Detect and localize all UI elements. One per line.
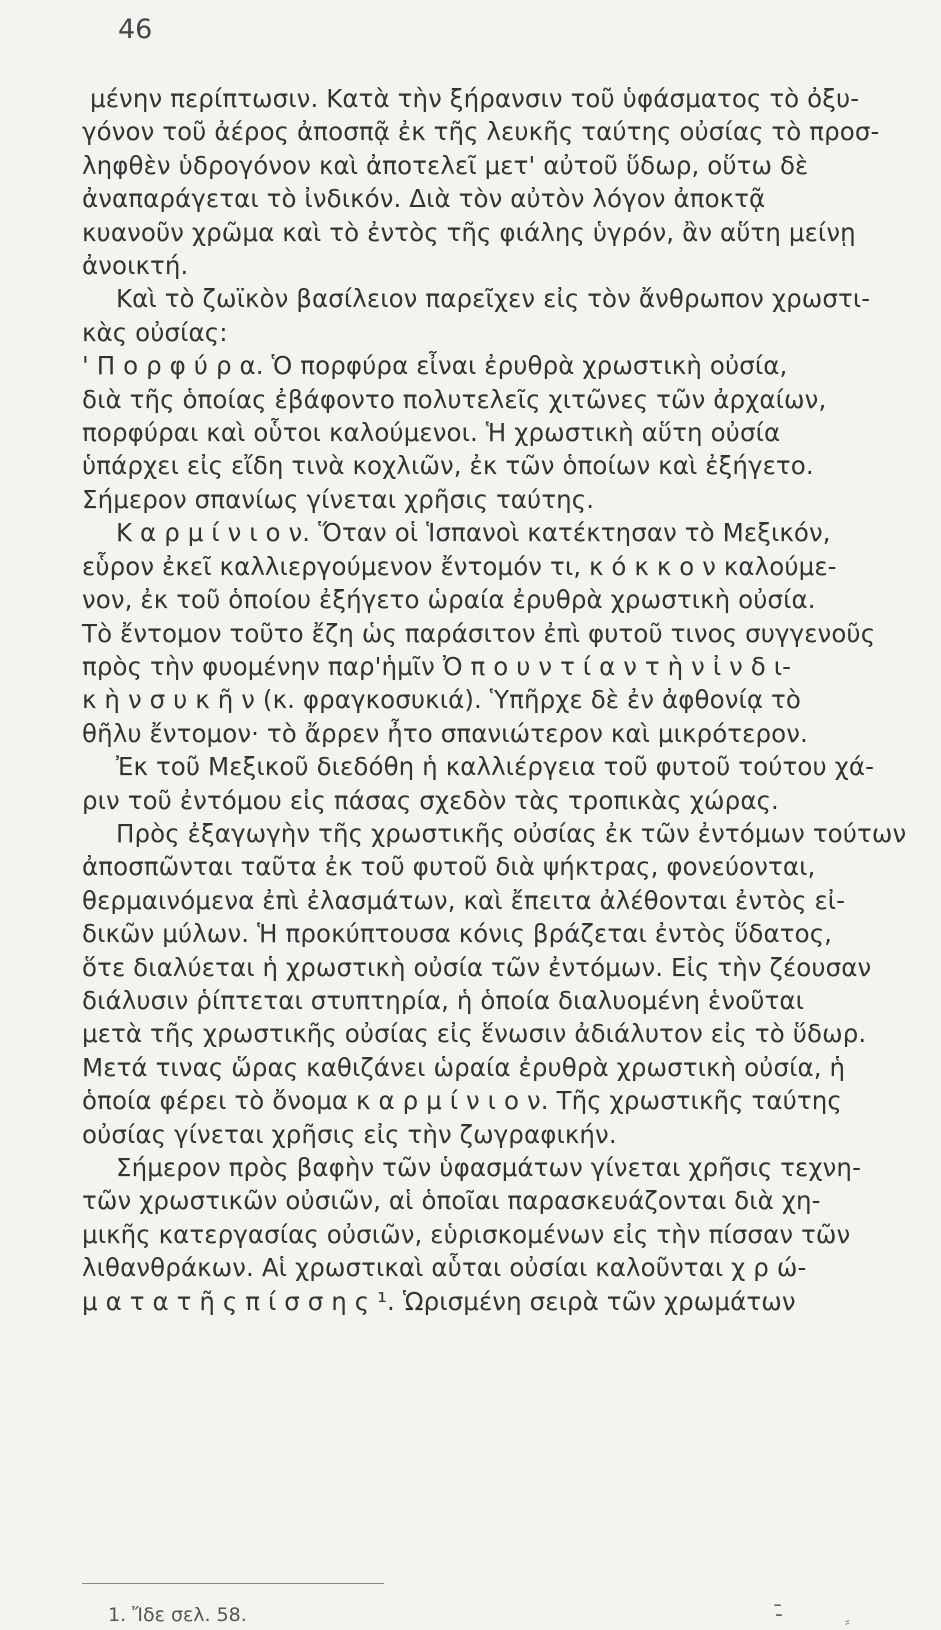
text-line: Τὸ ἔντομον τοῦτο ἔζη ὡς παράσιτον ἐπὶ φυτοῦ τινος συγγενοῦς [82,618,876,648]
text-line: Μετά τινας ὥρας καθιζάνει ὡραία ἐρυθρὰ χρωστικὴ οὐσία, ἡ [82,1052,846,1082]
text-line: ὅτε διαλύεται ἡ χρωστικὴ οὐσία τῶν ἐντόμων. Εἰς τὴν ζέουσαν [82,952,872,982]
text-line: μετὰ τῆς χρωστικῆς οὐσίας εἰς ἕνωσιν ἀδιάλυτον εἰς τὸ ὕδωρ. [82,1019,867,1049]
text-line: ριν τοῦ ἐντόμου εἰς πάσας σχεδὸν τὰς τροπικὰς χώρας. [82,785,779,815]
text-line: πορφύραι καὶ οὗτοι καλούμενοι. Ἡ χρωστικὴ αὕτη οὐσία [82,418,781,448]
text-line: ληφθὲν ὑδρογόνον καὶ ἀποτελεῖ μετ' αὐτοῦ ὕδωρ, οὕτω δὲ [82,150,809,180]
text-line: ἀναπαράγεται τὸ ἰνδικόν. Διὰ τὸν αὐτὸν λόγον ἀποκτᾷ [82,184,766,214]
text-line: θερμαινόμενα ἐπὶ ἐλασμάτων, καὶ ἔπειτα ἀλέθονται ἐντὸς εἰ- [82,885,846,915]
text-line: κυανοῦν χρῶμα καὶ τὸ ἐντὸς τῆς φιάλης ὑγρόν, ἂν αὕτη μείνῃ [82,217,856,247]
text-line: θῆλυ ἔντομον· τὸ ἄρρεν ἦτο σπανιώτερον καὶ μικρότερον. [82,718,808,748]
text-line: δικῶν μύλων. Ἡ προκύπτουσα κόνις βράζεται ἐντὸς ὕδατος, [82,919,833,949]
text-line: Καὶ τὸ ζωϊκὸν βασίλειον παρεῖχεν εἰς τὸν ἄνθρωπον χρωστι- [116,284,871,314]
text-line: μ α τ α τ ῆ ς π ί σ σ η ς ¹. Ὡρισμένη σειρὰ τῶν χρωμάτων [82,1286,796,1316]
text-line: λιθανθράκων. Αἱ χρωστικαὶ αὗται οὐσίαι καλοῦνται χ ρ ώ- [82,1253,807,1283]
text-line: ' Π ο ρ φ ύ ρ α. Ὁ πορφύρα εἶναι ἐρυθρὰ χρωστικὴ οὐσία, [82,351,788,381]
footnote-rule [82,1583,384,1584]
body-text [82,82,941,1318]
text-line: οὐσίας γίνεται χρῆσις εἰς τὴν ζωγραφικήν. [82,1119,617,1149]
footnote: 1. Ἴδε σελ. 58. [108,1604,247,1626]
text-line: Σήμερον σπανίως γίνεται χρῆσις ταύτης. [82,484,595,514]
text-line: γόνον τοῦ ἀέρος ἀποσπᾷ ἐκ τῆς λευκῆς ταύτης οὐσίας τὸ προσ- [82,117,880,147]
text-line: Κ α ρ μ ί ν ι ο ν. Ὅταν οἱ Ἱσπανοὶ κατέκτησαν τὸ Μεξικόν, [116,518,831,548]
text-line: Σήμερον πρὸς βαφὴν τῶν ὑφασμάτων γίνεται χρῆσις τεχνη- [116,1153,862,1182]
margin-speck: ⸗ [845,1614,850,1630]
text-line: Ἐκ τοῦ Μεξικοῦ διεδόθη ἡ καλλιέργεια τοῦ φυτοῦ τούτου χά- [116,752,875,782]
text-line: εὗρον ἐκεῖ καλλιεργούμενον ἔντομόν τι, κ ό κ κ ο ν καλούμε- [82,551,837,581]
text-line: μικῆς κατεργασίας οὐσιῶν, εὑρισκομένων εἰς τὴν πίσσαν τῶν [82,1219,851,1249]
text-line: κ ὴ ν σ υ κ ῆ ν (κ. φραγκοσυκιά). Ὑπῆρχε δὲ ἐν ἀφθονίᾳ τὸ [82,685,801,715]
text-line: κὰς οὐσίας: [82,317,228,347]
text-line: ὁποία φέρει τὸ ὄνομα κ α ρ μ ί ν ι ο ν. Τῆς χρωστικῆς ταύτης [82,1086,842,1116]
text-line: μένην περίπτωσιν. Κατὰ τὴν ξήρανσιν τοῦ ὑφάσματος τὸ ὀξυ- [90,84,860,113]
text-line: τῶν χρωστικῶν οὐσιῶν, αἱ ὁποῖαι παρασκευάζονται διὰ χη- [82,1186,821,1216]
text-line: διὰ τῆς ὁποίας ἐβάφοντο πολυτελεῖς χιτῶνες τῶν ἀρχαίων, [82,384,827,414]
text-line: πρὸς τὴν φυομένην παρ'ἡμῖν Ὀ π ο υ ν τ ί α ν τ ὴ ν ἰ ν δ ι- [82,651,792,681]
page-number: 46 [118,14,153,45]
text-line: Πρὸς ἐξαγωγὴν τῆς χρωστικῆς οὐσίας ἐκ τῶν ἐντόμων τούτων [116,818,907,848]
text-line: ὑπάρχει εἰς εἴδη τινὰ κοχλιῶν, ἐκ τῶν ὁποίων καὶ ἐξήγετο. [82,451,814,481]
text-line: διάλυσιν ῥίπτεται στυπτηρία, ἡ ὁποία διαλυομένη ἑνοῦται [82,985,804,1015]
margin-mark: -̄ [775,1602,783,1627]
text-line: ἀποσπῶνται ταῦτα ἐκ τοῦ φυτοῦ διὰ ψήκτρας, φονεύονται, [82,852,816,882]
text-line: νον, ἐκ τοῦ ὁποίου ἐξήγετο ὡραία ἐρυθρὰ χρωστικὴ οὐσία. [82,585,816,615]
text-line: ἀνοικτή. [82,251,189,281]
